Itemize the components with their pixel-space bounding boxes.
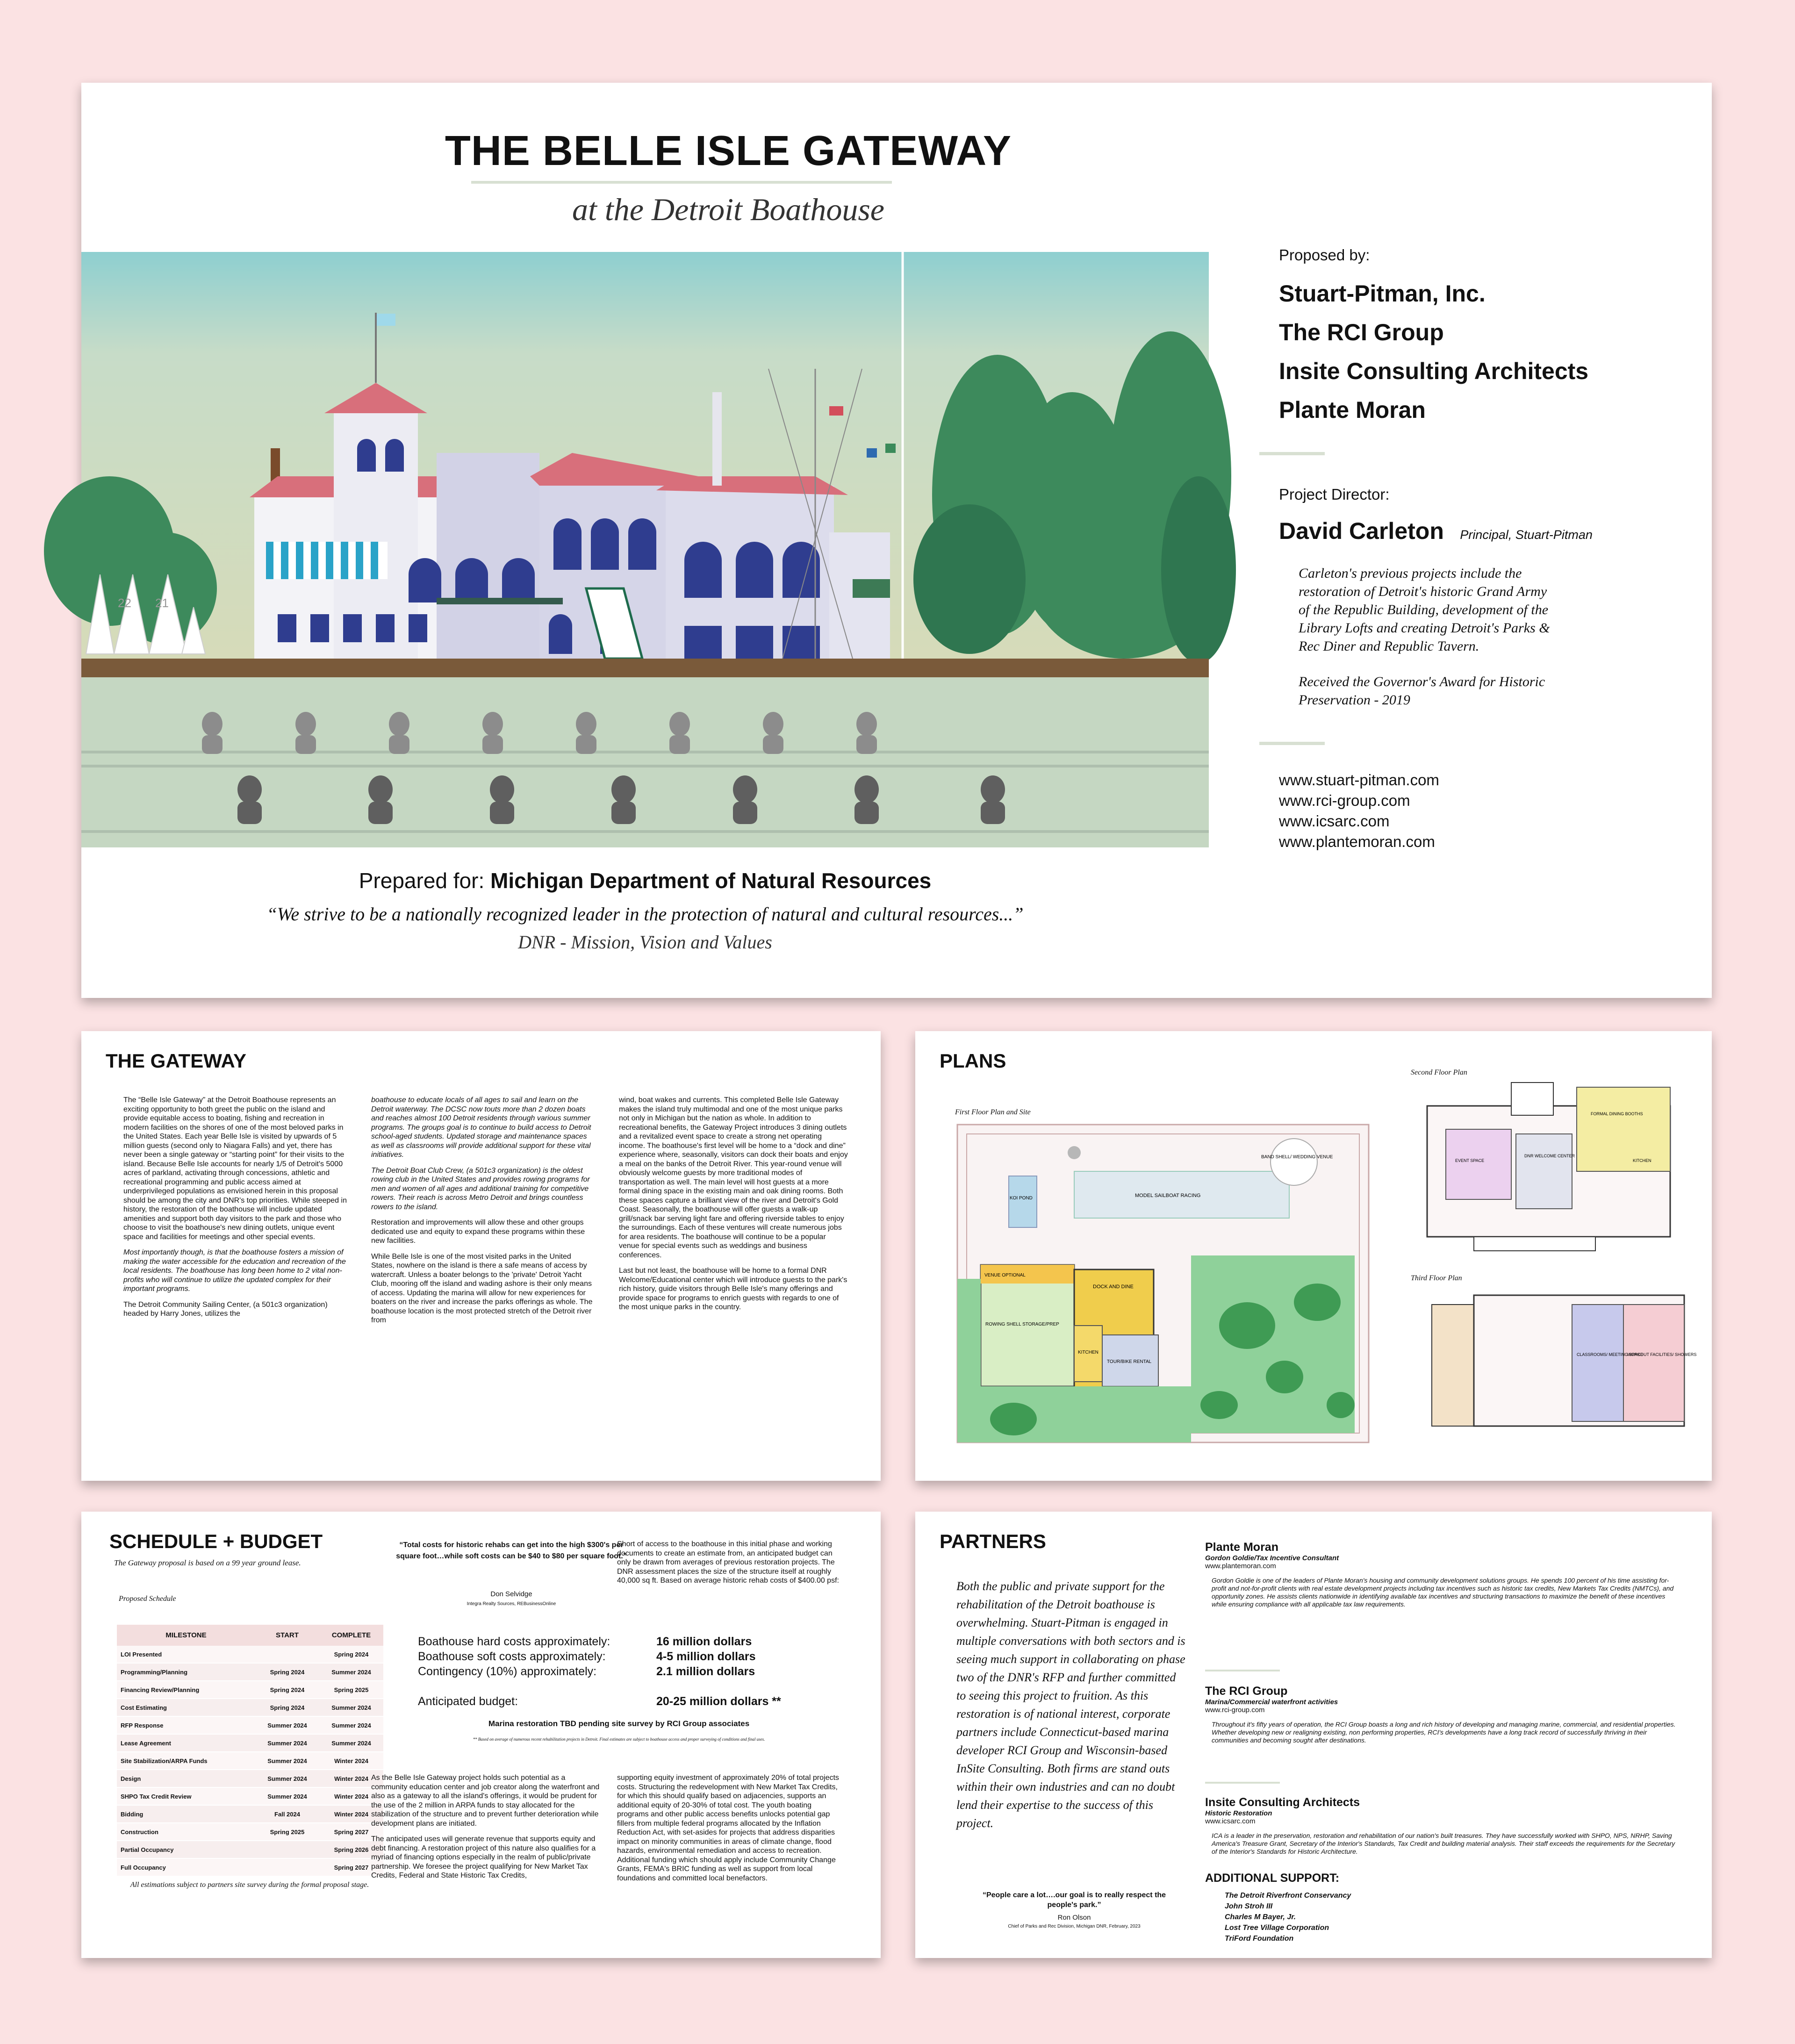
bio-line: restoration of Detroit's historic Grand Army [1299, 584, 1547, 599]
schedule-budget-page [81, 1512, 881, 1958]
milestone-row [117, 1716, 383, 1734]
gateway-paragraph: While Belle Isle is one of the most visited parks in the United States, nowhere on the island is there a safe means of access by watercraft. Unless a boater belongs to the 'private' Detroit Yacht Club, mooring off the island and wading ashore is their only means of access. Updating the marina will allow for new experiences for boaters on the river and increase the parks offerings as whole. The boathouse location is the most protected stretch of the Detroit river from [371, 1252, 593, 1324]
support-item: TriFord Foundation [1225, 1935, 1294, 1943]
gateway-column-3 [619, 1096, 848, 1319]
award-note [1299, 673, 1545, 709]
milestone-complete: Summer 2024 [319, 1663, 383, 1681]
proposer-rci-group: The RCI Group [1279, 319, 1444, 345]
milestone-row [117, 1858, 383, 1876]
proposer-insite: Insite Consulting Architects [1279, 358, 1589, 384]
mission-quote-source: DNR - Mission, Vision and Values [518, 932, 772, 953]
milestone-milestone: Site Stabilization/ARPA Funds [117, 1752, 255, 1770]
label-model-sailboat: MODEL SAILBOAT RACING [1135, 1193, 1201, 1198]
milestone-start: Summer 2024 [255, 1716, 319, 1734]
partners-quote-name: Ron Olson [1057, 1914, 1091, 1922]
milestone-start [255, 1646, 319, 1663]
milestone-complete: Winter 2024 [319, 1752, 383, 1770]
finance-column-2 [617, 1773, 841, 1889]
milestone-milestone: RFP Response [117, 1716, 255, 1734]
gateway-paragraph: Most importantly though, is that the boathouse fosters a mission of making the water accessible for the education and recreation of the local residents. The boathouse has long been home to 2 vital non-profits who will continue to utilize the updated complex for their important programs. [123, 1248, 346, 1293]
sail-number-22: 22 [118, 596, 131, 610]
proposer-list [1279, 274, 1588, 430]
gateway-title: THE GATEWAY [106, 1050, 247, 1072]
proposer-plante-moran: Plante Moran [1279, 397, 1426, 423]
link-stuart-pitman[interactable]: www.stuart-pitman.com [1279, 771, 1439, 789]
second-floor-label: Second Floor Plan [1411, 1069, 1467, 1076]
cover-title: THE BELLE ISLE GATEWAY [445, 128, 1012, 174]
link-icsarc[interactable]: www.icsarc.com [1279, 812, 1390, 830]
cover-subtitle: at the Detroit Boathouse [572, 192, 884, 227]
partners-divider [1205, 1782, 1280, 1784]
milestone-row [117, 1841, 383, 1858]
finance-paragraph: The anticipated uses will generate revenue that supports equity and debt financing. A restoration project of this nature also qualifies for a myriad of financing options especially in the realm of public/private partnership. We foresee the project qualifying for New Market Tax Credits, Federal and State Historic Tax Credits, [371, 1835, 596, 1879]
milestone-complete: Winter 2024 [319, 1805, 383, 1823]
cost-quote-name: Don Selvidge [490, 1590, 532, 1598]
first-floor-site-plan [957, 1125, 1369, 1442]
finance-paragraph: As the Belle Isle Gateway project holds such potential as a community education center and job creator along the waterfront and also as a gateway to all the island's offerings, it would be prudent for the use of the 2 million in ARPA funds to stay allocated for the stabilization of the structure and to prevent further deterioration while development plans are initiated. [371, 1774, 600, 1828]
director-bio [1299, 564, 1550, 655]
milestone-complete: Spring 2027 [319, 1823, 383, 1841]
support-item: John Stroh III [1225, 1902, 1273, 1910]
gateway-paragraph: The “Belle Isle Gateway” at the Detroit Boathouse represents an exciting opportunity to both greet the public on the island and provide equitable access to boating, fishing and recreation in modern facilities on the shores of one of the most beloved parks in the United States. Each year Belle Isle is visited by upwards of 5 million guests (second only to Niagara Falls) and yet, there has never been a single gateway or “starting point” for their visits to the island. Because Belle Isle accounts for nearly 1/5 of Detroit's 5000 acres of parkland, activating through concessions, athletic and recreational programming and public access aimed at underprivileged populations as envisioned herein in this proposal should be among the city and DNR's top priorities. While steeped in history, the restoration of the boathouse will include updated amenities and support both day visitors to the park and those who choose to visit the boathouse's new dining outlets, unique event space and facilities for meetings and other special events. [123, 1096, 347, 1241]
milestone-complete: Summer 2024 [319, 1699, 383, 1716]
partners-intro: Both the public and private support for the rehabilitation of the Detroit boathouse is overwhelming. Stuart-Pitman is engaged in multiple conversations with both sectors and is seeing much support in collaborating on phase two of the DNR's RFP and further committed to seeing this project to fruition. As this restoration is of national interest, corporate partners include Connecticut-based marina developer RCI Group and Wisconsin-based InSite Consulting. Both firms are stand outs within their own industries and can no doubt lend their expertise to the success of this project. [956, 1579, 1185, 1830]
schedule-note: All estimations subject to partners site survey during the formal proposal stage. [130, 1881, 369, 1889]
milestone-complete: Spring 2026 [319, 1841, 383, 1858]
milestone-start: Summer 2024 [255, 1770, 319, 1787]
partners-page [915, 1512, 1712, 1958]
col-start: START [255, 1625, 319, 1646]
milestone-start: Spring 2025 [255, 1823, 319, 1841]
milestone-table [117, 1625, 383, 1877]
milestone-complete: Spring 2025 [319, 1681, 383, 1699]
label-event-space: EVENT SPACE [1455, 1158, 1485, 1163]
first-floor-label: First Floor Plan and Site [955, 1108, 1031, 1116]
budget-intro: Short of access to the boathouse in this initial phase and working documents to create an estimate from, an anticipated budget can only be drawn from averages of previous restoration projects. The DNR assessment places the size of the structure itself at roughly 40,000 sq ft. Based on average historic rehab costs of $400.00 psf: [617, 1540, 839, 1585]
milestone-complete: Summer 2024 [319, 1734, 383, 1752]
milestone-start: Spring 2024 [255, 1663, 319, 1681]
gateway-page [81, 1031, 881, 1481]
label-kitchen: KITCHEN [1078, 1350, 1099, 1355]
director-title: Principal, Stuart-Pitman [1460, 528, 1593, 542]
label-workout: WORKOUT FACILITIES/ SHOWERS [1627, 1352, 1697, 1357]
milestone-complete: Summer 2024 [319, 1716, 383, 1734]
schedule-subtitle: The Gateway proposal is based on a 99 year ground lease. [114, 1558, 301, 1567]
budget-hard-label: Boathouse hard costs approximately: [418, 1635, 610, 1648]
title-divider [471, 181, 892, 184]
milestone-milestone: Design [117, 1770, 255, 1787]
bio-line: Rec Diner and Republic Tavern. [1299, 638, 1479, 654]
partners-divider [1205, 1670, 1280, 1671]
partners-title: PARTNERS [940, 1530, 1046, 1552]
director-label: Project Director: [1279, 486, 1390, 503]
milestone-milestone: Cost Estimating [117, 1699, 255, 1716]
milestone-start [255, 1841, 319, 1858]
director [1279, 517, 1593, 545]
partners-quote: “People care a lot….our goal is to really respect the people's park.” [982, 1891, 1166, 1909]
budget-hard-value: 16 million dollars [656, 1635, 752, 1648]
prepared-for-client: Michigan Department of Natural Resources [490, 868, 932, 893]
budget-contingency-value: 2.1 million dollars [656, 1665, 755, 1678]
label-rowing-storage: ROWING SHELL STORAGE/PREP [985, 1322, 1059, 1327]
label-dnr-welcome: DNR WELCOME CENTER [1524, 1154, 1575, 1158]
milestone-milestone: Bidding [117, 1805, 255, 1823]
firm-name: The RCI Group [1205, 1685, 1288, 1698]
cover-page [81, 83, 1712, 998]
proposer-stuart-pitman: Stuart-Pitman, Inc. [1279, 280, 1486, 307]
partners-quote-role: Chief of Parks and Rec Division, Michigan DNR, February, 2023 [1008, 1924, 1141, 1929]
label-venue: VENUE OPTIONAL [984, 1273, 1026, 1278]
milestone-start: Summer 2024 [255, 1752, 319, 1770]
bio-line: Library Lofts and creating Detroit's Parks & [1299, 620, 1550, 636]
gateway-paragraph: Restoration and improvements will allow these and other groups dedicated use and equity to expand these programs within these new facilities. [371, 1219, 585, 1245]
mission-quote: “We strive to be a nationally recognized leader in the protection of natural and cultural resources...” [266, 904, 1024, 925]
firm-plante-moran [1205, 1541, 1682, 1608]
milestone-complete: Winter 2024 [319, 1770, 383, 1787]
milestone-row [117, 1734, 383, 1752]
label-dock-and-dine: DOCK AND DINE [1093, 1284, 1134, 1290]
label-tour-bike: TOUR/BIKE RENTAL [1107, 1359, 1152, 1364]
award-line: Preservation - 2019 [1299, 692, 1410, 708]
plans-page [915, 1031, 1712, 1481]
firm-name: Insite Consulting Architects [1205, 1796, 1360, 1809]
gateway-paragraph: wind, boat wakes and currents. This completed Belle Isle Gateway makes the island truly multimodal and one of the most unique parks not only in Michigan but the nation as whole. In addition to recreational benefits, the Gateway Project introduces 3 dining outlets and a revitalized event space to create a strong net operating income. The boathouse's first level will be home to a “dock and dine” experience where, seasonally, visitors can dock their boats and enjoy a meal on the banks of the Detroit River. This year-round venue will obviously welcome guests by more traditional modes of transportation as well. The main level will host guests at a more formal dining space in the existing main and oak dining rooms. Both these spaces capture a brilliant view of the river and Detroit's Gold Coast. Seasonally, the boathouse will offer guests a walk-up grill/snack bar serving light fare and offering riverside tables to enjoy the surroundings. Each of these ventures will create numerous jobs for area residents. The boathouse will continue to be a popular venue for special events such as weddings and business conferences. [619, 1096, 848, 1259]
website-list [1279, 770, 1439, 852]
label-formal-dining: FORMAL DINING BOOTHS [1591, 1112, 1643, 1116]
milestone-row [117, 1823, 383, 1841]
milestone-start: Fall 2024 [255, 1805, 319, 1823]
plans-title: PLANS [940, 1050, 1006, 1072]
milestone-row [117, 1699, 383, 1716]
milestone-start: Summer 2024 [255, 1787, 319, 1805]
support-item: Charles M Bayer, Jr. [1225, 1913, 1296, 1921]
budget-footnote: ** Based on average of numerous recent rehabilitation projects in Detroit. Final estimates are subject to boathouse access and proper surveying of conditions and final uses. [473, 1737, 765, 1742]
label-band-shell: BAND SHELL/ WEDDING VENUE [1261, 1155, 1333, 1160]
bio-line: Carleton's previous projects include the [1299, 566, 1522, 581]
firm-rci-group [1205, 1685, 1682, 1744]
milestone-start: Summer 2024 [255, 1734, 319, 1752]
firm-web[interactable]: www.icsarc.com [1205, 1817, 1256, 1825]
cost-quote: “Total costs for historic rehabs can get into the high $300's per square foot…while soft costs can be $40 to $80 per square foot.” [396, 1541, 627, 1560]
additional-support-label: ADDITIONAL SUPPORT: [1205, 1872, 1340, 1885]
col-complete: COMPLETE [319, 1625, 383, 1646]
milestone-complete: Winter 2024 [319, 1787, 383, 1805]
schedule-title: SCHEDULE + BUDGET [109, 1530, 323, 1552]
milestone-milestone: Lease Agreement [117, 1734, 255, 1752]
prepared-for-label: Prepared for: [359, 868, 485, 893]
link-plantemoran[interactable]: www.plantemoran.com [1279, 833, 1435, 850]
second-floor-plan [1418, 1078, 1680, 1260]
cost-quote-org: Integra Realty Sources, REBusinessOnline [467, 1601, 556, 1607]
milestone-start: Spring 2024 [255, 1681, 319, 1699]
gateway-paragraph: Last but not least, the boathouse will be home to a formal DNR Welcome/Educational center which will introduce guests to the park's rich history, guide visitors through Belle Isle's many offerings and provide space for programs to enrich guests with regards to one of the most unique parks in the country. [619, 1267, 847, 1311]
support-item: Lost Tree Village Corporation [1225, 1924, 1329, 1932]
firm-name: Plante Moran [1205, 1541, 1278, 1554]
proposed-by-label: Proposed by: [1279, 246, 1370, 264]
milestone-complete: Spring 2027 [319, 1858, 383, 1876]
sail-number-21: 21 [155, 596, 169, 610]
proposed-schedule-label: Proposed Schedule [119, 1595, 176, 1603]
firm-insite [1205, 1796, 1682, 1856]
gateway-column-2 [371, 1096, 596, 1332]
firm-description: Throughout it's fifty years of operation, the RCI Group boasts a long and rich history of developing and managing marine, commercial, and residential properties. Whether developing new or realigning existing, non performing properties, RCI's developments have a long track record of successfully thriving in their communities and becoming sought after destinations. [1212, 1721, 1676, 1744]
label-classrooms: CLASSROOMS/ MEETING SPACE [1577, 1352, 1643, 1357]
gateway-paragraph: boathouse to educate locals of all ages to sail and learn on the Detroit waterway. The DCSC now touts more than 2 dozen boats and reaches almost 100 Detroit residents through various summer programs. The groups goal is to continue to build access to Detroit school-aged students. Updated storage and maintenance spaces as well as classrooms will provide additional support for these vital initiatives. [371, 1096, 591, 1159]
finance-column-1 [371, 1773, 600, 1887]
milestone-row [117, 1752, 383, 1770]
label-koi-pond: KOI POND [1010, 1196, 1033, 1201]
third-floor-plan [1432, 1286, 1697, 1435]
firm-description: ICA is a leader in the preservation, restoration and rehabilitation of our nation's built treasures. They have successfully worked with SHPO, NPS, NRHP, Saving America's Treasure Grant, Secretary of the Interior's Standards, Tax Credit and building material analysis. Their staff exceeds the requirements for the Secretary of the Interior's Standards for Historic Architecture. [1212, 1832, 1675, 1855]
budget-soft-value: 4-5 million dollars [656, 1650, 756, 1663]
link-rci-group[interactable]: www.rci-group.com [1279, 792, 1410, 809]
milestone-milestone: SHPO Tax Credit Review [117, 1787, 255, 1805]
award-line: Received the Governor's Award for Historic [1299, 674, 1545, 689]
divider-2 [1259, 742, 1325, 745]
milestone-start: Spring 2024 [255, 1699, 319, 1716]
col-milestone: MILESTONE [117, 1625, 255, 1646]
firm-person: Gordon Goldie/Tax Incentive Consultant [1205, 1554, 1339, 1562]
support-item: The Detroit Riverfront Conservancy [1225, 1892, 1351, 1900]
anticipated-budget-label: Anticipated budget: [418, 1695, 518, 1708]
milestone-complete: Spring 2024 [319, 1646, 383, 1663]
director-name: David Carleton [1279, 518, 1444, 544]
gateway-paragraph: The Detroit Community Sailing Center, (a 501c3 organization) headed by Harry Jones, utilizes the [123, 1300, 328, 1318]
anticipated-budget-value: 20-25 million dollars ** [656, 1695, 781, 1708]
prepared-for [81, 868, 1209, 893]
milestone-milestone: Financing Review/Planning [117, 1681, 255, 1699]
additional-support-list [1225, 1890, 1351, 1944]
milestone-milestone: Programming/Planning [117, 1663, 255, 1681]
finance-paragraph: supporting equity investment of approximately 20% of total projects costs. Structuring the redevelopment with New Market Tax Credits, for which this should qualify based on adjacencies, supports an additional equity of 20-30% of total cost. The youth boating programs and other public access benefits unlocks potential gap fillers from multiple federal programs allocated by the Inflation Reduction Act, with set-asides for projects that address disparities impact on minority communities in areas of climate change, flood hazards, environmental remediation and access to recreation. Additional funding which should apply include Community Change Grants, FEMA's BRIC funding as well as support from local foundations and committed local benefactors. [617, 1774, 839, 1882]
milestone-row [117, 1770, 383, 1787]
gateway-paragraph: The Detroit Boat Club Crew, (a 501c3 organization) is the oldest rowing club in the United States and provides rowing programs for men and women of all ages and additional training for competitive rowers. Their reach is across Metro Detroit and brings countless rowers to the island. [371, 1166, 590, 1211]
marina-note: Marina restoration TBD pending site survey by RCI Group associates [488, 1719, 750, 1728]
milestone-row [117, 1663, 383, 1681]
gateway-column-1 [123, 1096, 348, 1325]
firm-person: Marina/Commercial waterfront activities [1205, 1698, 1338, 1706]
firm-web[interactable]: www.plantemoran.com [1205, 1562, 1276, 1570]
milestone-row [117, 1787, 383, 1805]
bio-line: of the Republic Building, development of the [1299, 602, 1549, 617]
milestone-milestone: Full Occupancy [117, 1858, 255, 1876]
milestone-row [117, 1681, 383, 1699]
firm-person: Historic Restoration [1205, 1809, 1272, 1817]
label-kitchen-2: KITCHEN [1633, 1158, 1651, 1163]
milestone-row [117, 1646, 383, 1663]
budget-contingency-label: Contingency (10%) approximately: [418, 1665, 597, 1678]
milestone-row [117, 1805, 383, 1823]
boathouse-illustration [81, 252, 1209, 847]
milestone-milestone: Partial Occupancy [117, 1841, 255, 1858]
milestone-milestone: LOI Presented [117, 1646, 255, 1663]
milestone-milestone: Construction [117, 1823, 255, 1841]
firm-web[interactable]: www.rci-group.com [1205, 1706, 1265, 1714]
third-floor-label: Third Floor Plan [1411, 1274, 1462, 1282]
divider-1 [1259, 452, 1325, 455]
budget-soft-label: Boathouse soft costs approximately: [418, 1650, 606, 1663]
milestone-start [255, 1858, 319, 1876]
firm-description: Gordon Goldie is one of the leaders of Plante Moran's housing and community development solutions groups. He spends 100 percent of his time assisting for-profit and not-for-profit clients with real estate development projects including tax incentives such as historic tax credits, New Markets Tax Credits (NMTCs), and opportunity zones. He assists clients nationwide in identifying available tax incentives and structuring transactions to maximize the benefit of these incentives while ensuring compliance with all applicable tax law requirements. [1212, 1577, 1674, 1608]
